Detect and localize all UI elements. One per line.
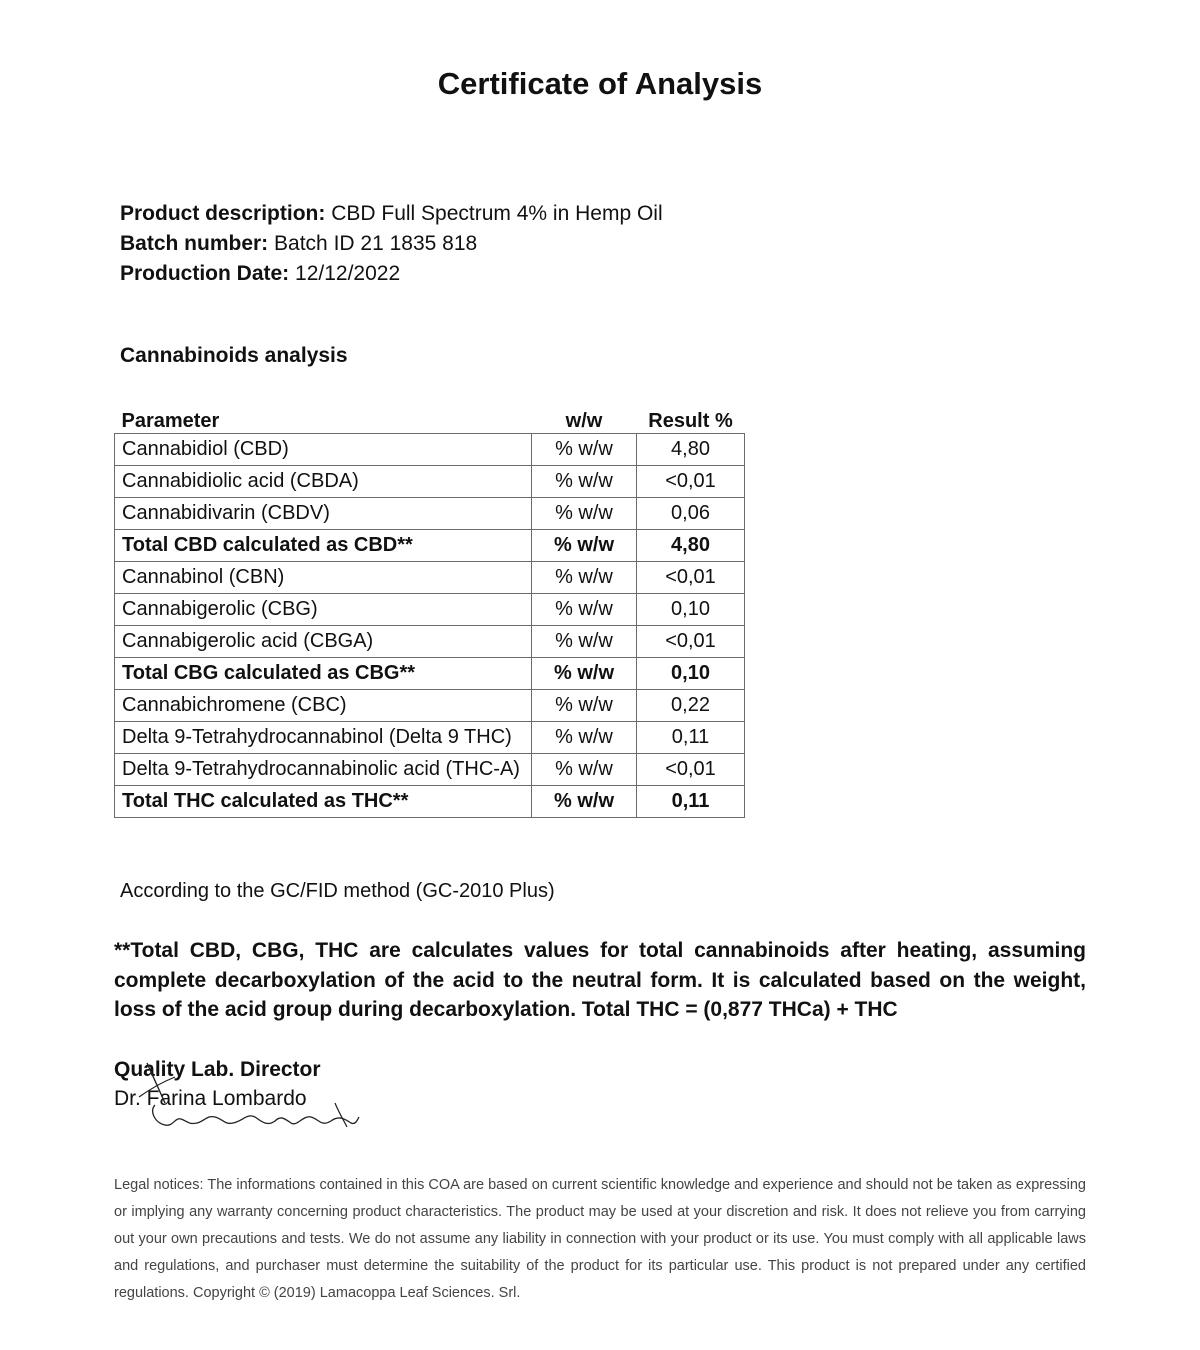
unit-cell: % w/w: [532, 658, 637, 690]
product-info: [120, 199, 663, 289]
result-cell: 0,10: [637, 594, 745, 626]
table-row: [115, 530, 745, 562]
table-row: [115, 690, 745, 722]
parameter-cell: Delta 9-Tetrahydrocannabinol (Delta 9 THC): [115, 722, 532, 754]
result-cell: <0,01: [637, 466, 745, 498]
result-cell: 4,80: [637, 530, 745, 562]
result-cell: <0,01: [637, 562, 745, 594]
unit-cell: % w/w: [532, 690, 637, 722]
header-unit: w/w: [565, 410, 603, 432]
method-note: According to the GC/FID method (GC-2010 Plus): [120, 880, 555, 902]
table-header-row: [115, 404, 745, 434]
result-cell: <0,01: [637, 626, 745, 658]
cannabinoids-table: [114, 404, 745, 818]
table-row: [115, 594, 745, 626]
table-row: [115, 754, 745, 786]
unit-cell: % w/w: [532, 434, 637, 466]
product-description-label: Product description:: [120, 202, 326, 225]
product-description-line: [120, 199, 663, 229]
result-cell: 0,10: [637, 658, 745, 690]
parameter-cell: Total CBD calculated as CBD**: [115, 530, 532, 562]
result-cell: 0,11: [637, 722, 745, 754]
parameter-cell: Total THC calculated as THC**: [115, 786, 532, 818]
table-row: [115, 658, 745, 690]
parameter-cell: Cannabigerolic (CBG): [115, 594, 532, 626]
header-result: Result %: [648, 410, 733, 432]
parameter-cell: Cannabidiol (CBD): [115, 434, 532, 466]
batch-number-value: Batch ID 21 1835 818: [274, 232, 478, 255]
unit-cell: % w/w: [532, 786, 637, 818]
result-cell: 0,06: [637, 498, 745, 530]
section-title: Cannabinoids analysis: [120, 344, 348, 367]
header-parameter: Parameter: [121, 410, 220, 432]
unit-cell: % w/w: [532, 530, 637, 562]
parameter-cell: Cannabidiolic acid (CBDA): [115, 466, 532, 498]
result-cell: 0,22: [637, 690, 745, 722]
production-date-line: [120, 259, 663, 289]
table-row: [115, 722, 745, 754]
result-cell: <0,01: [637, 754, 745, 786]
table-row: [115, 466, 745, 498]
handwritten-signature: [135, 1057, 360, 1137]
table-row: [115, 562, 745, 594]
parameter-cell: Cannabinol (CBN): [115, 562, 532, 594]
unit-cell: % w/w: [532, 754, 637, 786]
production-date-label: Production Date:: [120, 262, 290, 285]
product-description-value: CBD Full Spectrum 4% in Hemp Oil: [331, 202, 663, 225]
table-row: [115, 626, 745, 658]
table-row: [115, 498, 745, 530]
table-row: [115, 786, 745, 818]
signatory-name: Dr. Farina Lombardo: [114, 1087, 307, 1110]
unit-cell: % w/w: [532, 498, 637, 530]
batch-number-line: [120, 229, 663, 259]
parameter-cell: Cannabidivarin (CBDV): [115, 498, 532, 530]
parameter-cell: Delta 9-Tetrahydrocannabinolic acid (THC-A): [115, 754, 532, 786]
result-cell: 4,80: [637, 434, 745, 466]
table-row: [115, 434, 745, 466]
calculation-footnote: **Total CBD, CBG, THC are calculates values for total cannabinoids after heating, assuming complete decarboxylation of the acid to the neutral form. It is calculated based on the weight, loss of the acid group during decarboxylation. Total THC = (0,877 THCa) + THC: [114, 939, 1086, 1021]
parameter-cell: Cannabigerolic acid (CBGA): [115, 626, 532, 658]
parameter-cell: Total CBG calculated as CBG**: [115, 658, 532, 690]
legal-notice: Legal notices: The informations contained in this COA are based on current scientific knowledge and experience and should not be taken as expressing or implying any warranty concerning product characteristics. The product may be used at your discretion and risk. It does not relieve you from carrying out your own precautions and tests. We do not assume any liability in connection with your product or its use. You must comply with all applicable laws and regulations, and purchaser must determine the suitability of the product for its particular use. This product is not prepared under any certified regulations. Copyright © (2019) Lamacoppa Leaf Sciences. Srl.: [114, 1177, 1086, 1301]
document-title: Certificate of Analysis: [437, 66, 763, 101]
batch-number-label: Batch number:: [120, 232, 269, 255]
unit-cell: % w/w: [532, 722, 637, 754]
unit-cell: % w/w: [532, 594, 637, 626]
unit-cell: % w/w: [532, 626, 637, 658]
result-cell: 0,11: [637, 786, 745, 818]
parameter-cell: Cannabichromene (CBC): [115, 690, 532, 722]
unit-cell: % w/w: [532, 466, 637, 498]
production-date-value: 12/12/2022: [295, 262, 401, 285]
signatory-role: Quality Lab. Director: [114, 1058, 321, 1081]
unit-cell: % w/w: [532, 562, 637, 594]
